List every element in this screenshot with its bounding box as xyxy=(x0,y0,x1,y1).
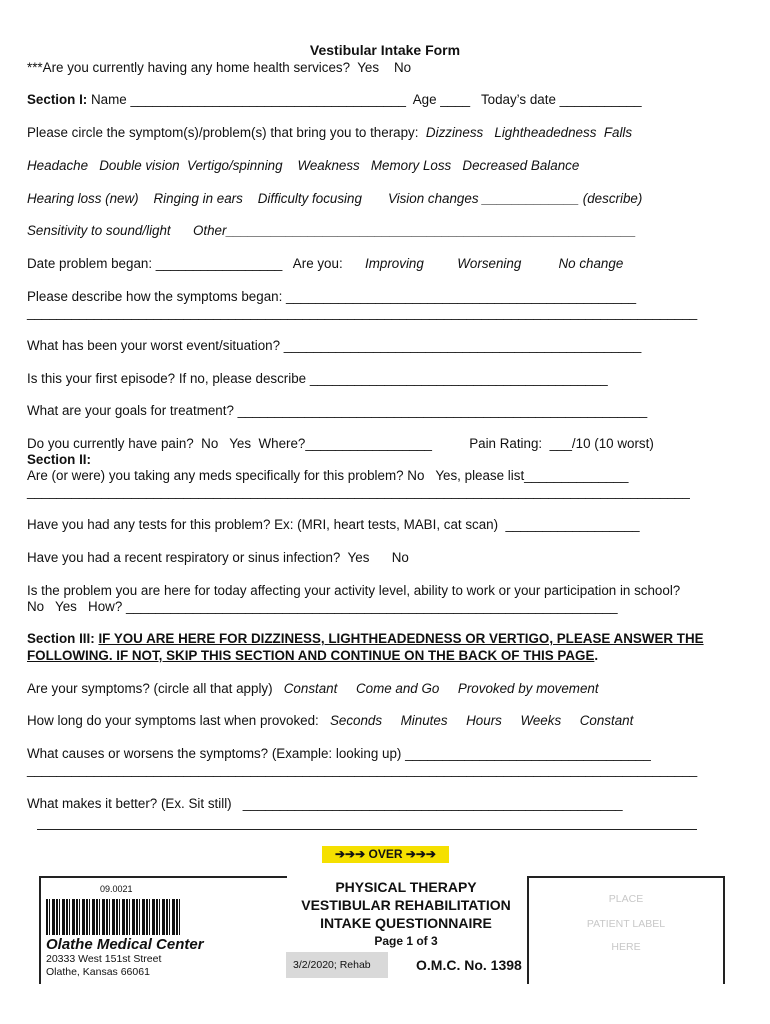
symptoms-type-row xyxy=(27,681,599,697)
causes: What causes or worsens the symptoms? (Example: looking up) _________________________________ xyxy=(27,746,651,761)
symptoms-type-options: Constant Come and Go Provoked by movement xyxy=(283,681,599,696)
patient-label-text-3: HERE xyxy=(611,941,641,953)
how-long-row xyxy=(27,713,633,729)
respiratory: Have you had a recent respiratory or sinus infection? Yes No xyxy=(27,550,409,565)
activity-line2: No Yes How? __________________________________________________________________ xyxy=(27,599,618,614)
circle-symptoms-prompt: Please circle the symptom(s)/problem(s) that bring you to therapy: xyxy=(27,125,419,140)
home-health-question: ***Are you currently having any home health services? Yes No xyxy=(27,60,412,75)
address-line-1: 20333 West 151st Street xyxy=(46,953,162,965)
form-title: Vestibular Intake Form xyxy=(309,42,461,58)
describe-began-line2: __________________________________________________________________________________________ xyxy=(27,305,698,320)
how-long-question: How long do your symptoms last when provoked: xyxy=(27,713,319,728)
divider xyxy=(37,829,697,830)
status-options: Improving Worsening No change xyxy=(365,256,624,271)
patient-label-text-1: PLACE xyxy=(608,893,644,905)
over-banner: ➔➔➔ OVER ➔➔➔ xyxy=(322,846,449,863)
form-code: 09.0021 xyxy=(100,884,133,894)
how-long-options: Seconds Minutes Hours Weeks Constant xyxy=(329,713,634,728)
date-began-label: Date problem began: _________________ Are you: xyxy=(27,256,343,271)
section3-row-2: FOLLOWING. IF NOT, SKIP THIS SECTION AND CONTINUE ON THE BACK OF THIS PAGE. xyxy=(27,648,599,663)
form-title-line-3: INTAKE QUESTIONNAIRE xyxy=(320,915,492,931)
symptom-row-3: Hearing loss (new) Ringing in ears Difficulty focusing Vision changes _____________ (describe) xyxy=(27,191,643,206)
page-indicator: Page 1 of 3 xyxy=(374,934,438,948)
meds: Are (or were) you taking any meds specifically for this problem? No Yes, please list______________ xyxy=(27,468,629,483)
causes-line2: __________________________________________________________________________________________ xyxy=(27,762,698,777)
symptom-options-1: Dizziness Lightheadedness Falls xyxy=(425,125,633,140)
date-dept: 3/2/2020; Rehab xyxy=(293,959,371,971)
first-episode: Is this your first episode? If no, please describe ________________________________________ xyxy=(27,371,608,386)
pain-row: Do you currently have pain? No Yes Where?_________________ Pain Rating: ___/10 (10 worst) xyxy=(27,436,654,451)
barcode-image xyxy=(46,899,180,935)
symptom-row-1 xyxy=(27,125,632,141)
section1-label: Section I: xyxy=(27,92,88,107)
date-began-row xyxy=(27,256,623,272)
goals: What are your goals for treatment? _______________________________________________________ xyxy=(27,403,648,418)
symptom-row-2: Headache Double vision Vertigo/spinning Weakness Memory Loss Decreased Balance xyxy=(27,158,580,173)
describe-began: Please describe how the symptoms began: _______________________________________________ xyxy=(27,289,637,304)
form-title-line-2: VESTIBULAR REHABILITATION xyxy=(301,897,511,913)
section3-instructions-2: FOLLOWING. IF NOT, SKIP THIS SECTION AND CONTINUE ON THE BACK OF THIS PAGE xyxy=(27,648,595,663)
section3-instructions-1: IF YOU ARE HERE FOR DIZZINESS, LIGHTHEADEDNESS OR VERTIGO, PLEASE ANSWER THE xyxy=(98,631,704,646)
tests: Have you had any tests for this problem? Ex: (MRI, heart tests, MABI, cat scan) __________________ xyxy=(27,517,640,532)
meds-line2: _________________________________________________________________________________________ xyxy=(27,484,690,499)
section3-label: Section III: xyxy=(27,631,95,646)
section2-label: Section II: xyxy=(27,452,91,467)
symptom-row-4: Sensitivity to sound/light Other_______________________________________________________ xyxy=(27,223,637,238)
address-line-2: Olathe, Kansas 66061 xyxy=(46,966,150,978)
form-title-block xyxy=(286,876,526,950)
worst-event: What has been your worst event/situation? ________________________________________________ xyxy=(27,338,642,353)
patient-label-text-2: PATIENT LABEL xyxy=(586,918,666,930)
symptoms-type-question: Are your symptoms? (circle all that apply) xyxy=(27,681,273,696)
omc-number: O.M.C. No. 1398 xyxy=(416,957,522,973)
section3-row xyxy=(27,631,704,647)
activity: Is the problem you are here for today affecting your activity level, ability to work or your participation in school? xyxy=(27,583,681,598)
patient-label-box xyxy=(527,876,725,984)
section1-row xyxy=(27,92,642,108)
name-age-date-line: Name _____________________________________ Age ____ Today’s date ___________ xyxy=(91,92,642,107)
form-title-line-1: PHYSICAL THERAPY xyxy=(335,879,477,895)
makes-better: What makes it better? (Ex. Sit still) ___________________________________________________ xyxy=(27,796,623,811)
org-name: Olathe Medical Center xyxy=(46,936,204,953)
